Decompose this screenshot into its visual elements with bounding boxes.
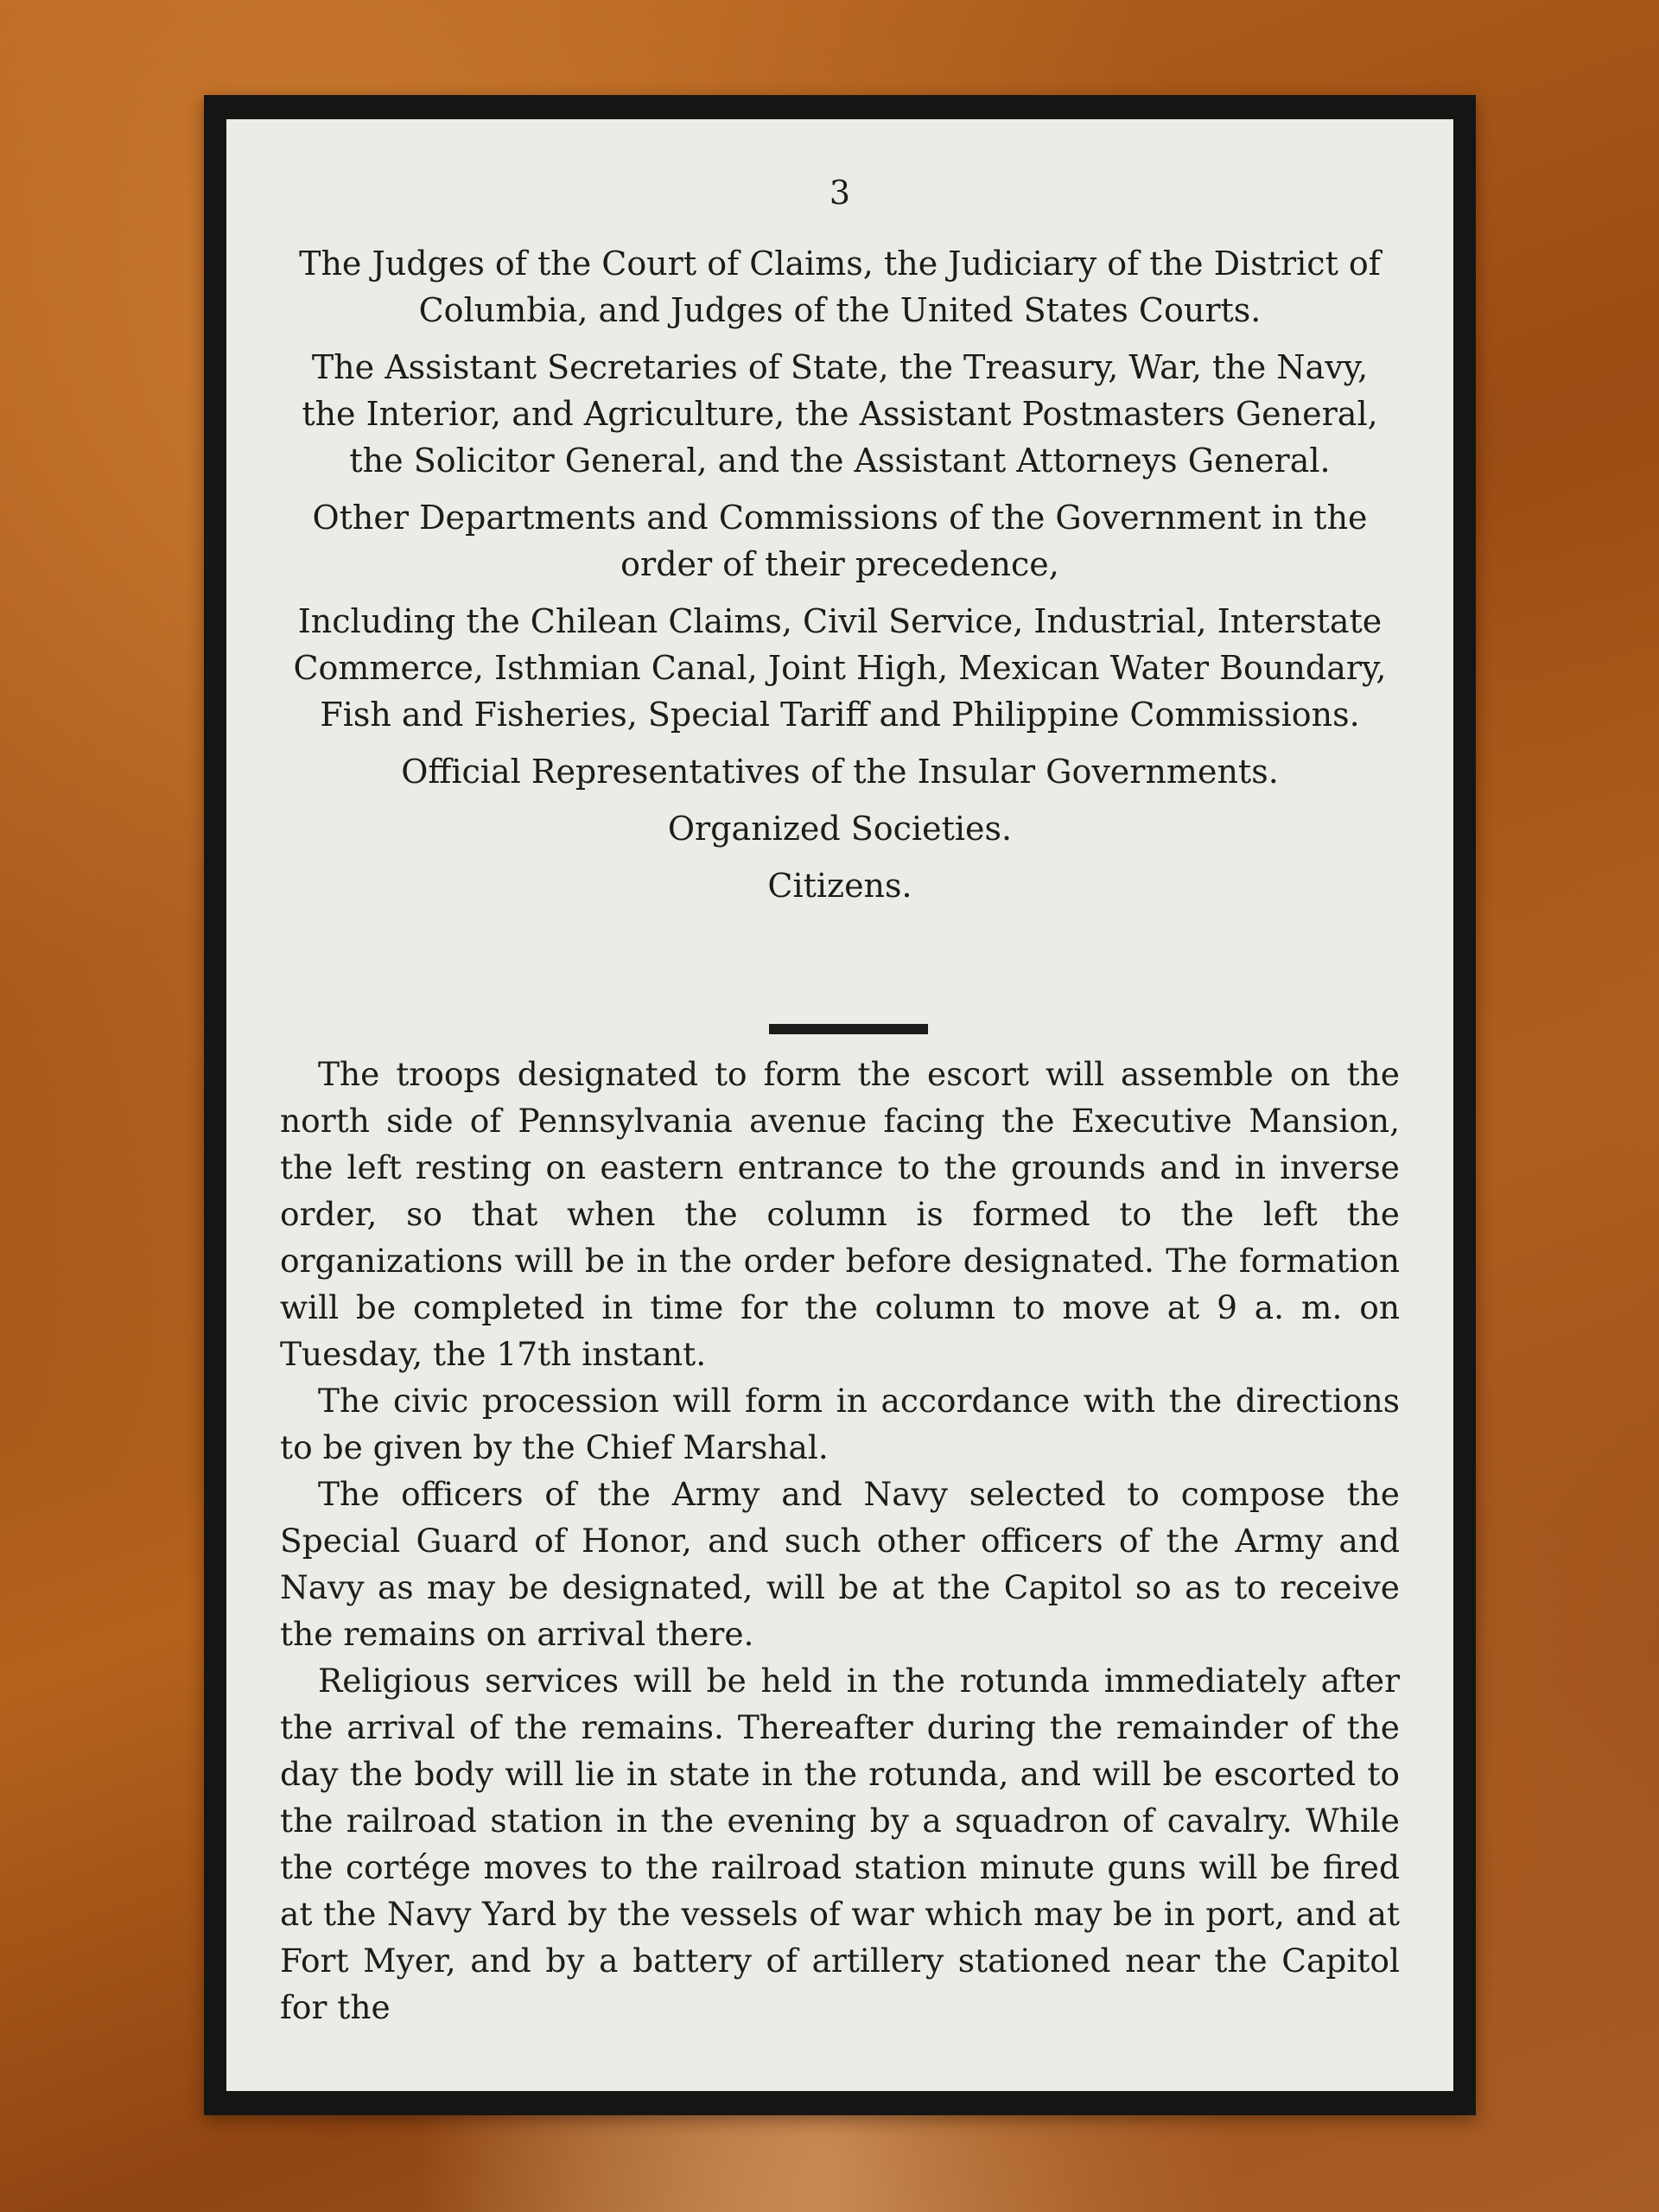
document-page bbox=[226, 119, 1453, 2091]
paragraph-civic-procession: The civic procession will form in accordance with the directions to be given by the Chief Marshal. bbox=[280, 1382, 1400, 1466]
page-number: 3 bbox=[829, 174, 851, 212]
body-text bbox=[280, 1051, 1400, 2031]
document-card bbox=[204, 95, 1476, 2115]
precedence-item-citizens: Citizens. bbox=[767, 867, 912, 905]
precedence-item-other-departments: Other Departments and Commissions of the Government in the order of their precedence, bbox=[312, 499, 1368, 583]
precedence-item-organized-societies: Organized Societies. bbox=[667, 810, 1013, 848]
precedence-list bbox=[280, 240, 1400, 919]
paragraph-guard-of-honor: The officers of the Army and Navy selected to compose the Special Guard of Honor, and such other officers of the Army and Navy as may be designated, will be at the Capitol so as to receive the remains on arrival there. bbox=[280, 1475, 1400, 1653]
precedence-item-commissions: Including the Chilean Claims, Civil Service, Industrial, Interstate Commerce, Isthmian Canal, Joint High, Mexican Water Boundary, Fish and Fisheries, Special Tariff and Philippine Commissions. bbox=[293, 602, 1387, 734]
precedence-item-insular-representatives: Official Representatives of the Insular Governments. bbox=[401, 753, 1279, 791]
precedence-item-judges: The Judges of the Court of Claims, the Judiciary of the District of Columbia, and Judges of the United States Courts. bbox=[299, 245, 1381, 329]
paragraph-troops-assembly: The troops designated to form the escort will assemble on the north side of Pennsylvania avenue facing the Executive Mansion, the left resting on eastern entrance to the grounds and in inverse order, so that when the column is formed to the left the organizations will be in the order before designated. The formation will be completed in time for the column to move at 9 a. m. on Tuesday, the 17th instant. bbox=[280, 1055, 1400, 1373]
paragraph-religious-services: Religious services will be held in the rotunda immediately after the arrival of the remains. Thereafter during the remainder of the day the body will lie in state in the rotunda, and will be escorted to the railroad station in the evening by a squadron of cavalry. While the cortége moves to the railroad station minute guns will be fired at the Navy Yard by the vessels of war which may be in port, and at Fort Myer, and by a battery of artillery stationed near the Capitol for the bbox=[280, 1662, 1400, 2026]
precedence-item-assistant-secretaries: The Assistant Secretaries of State, the Treasury, War, the Navy, the Interior, and Agriculture, the Assistant Postmasters General, the Solicitor General, and the Assistant Attorneys General. bbox=[302, 348, 1378, 480]
section-divider bbox=[769, 1024, 928, 1034]
